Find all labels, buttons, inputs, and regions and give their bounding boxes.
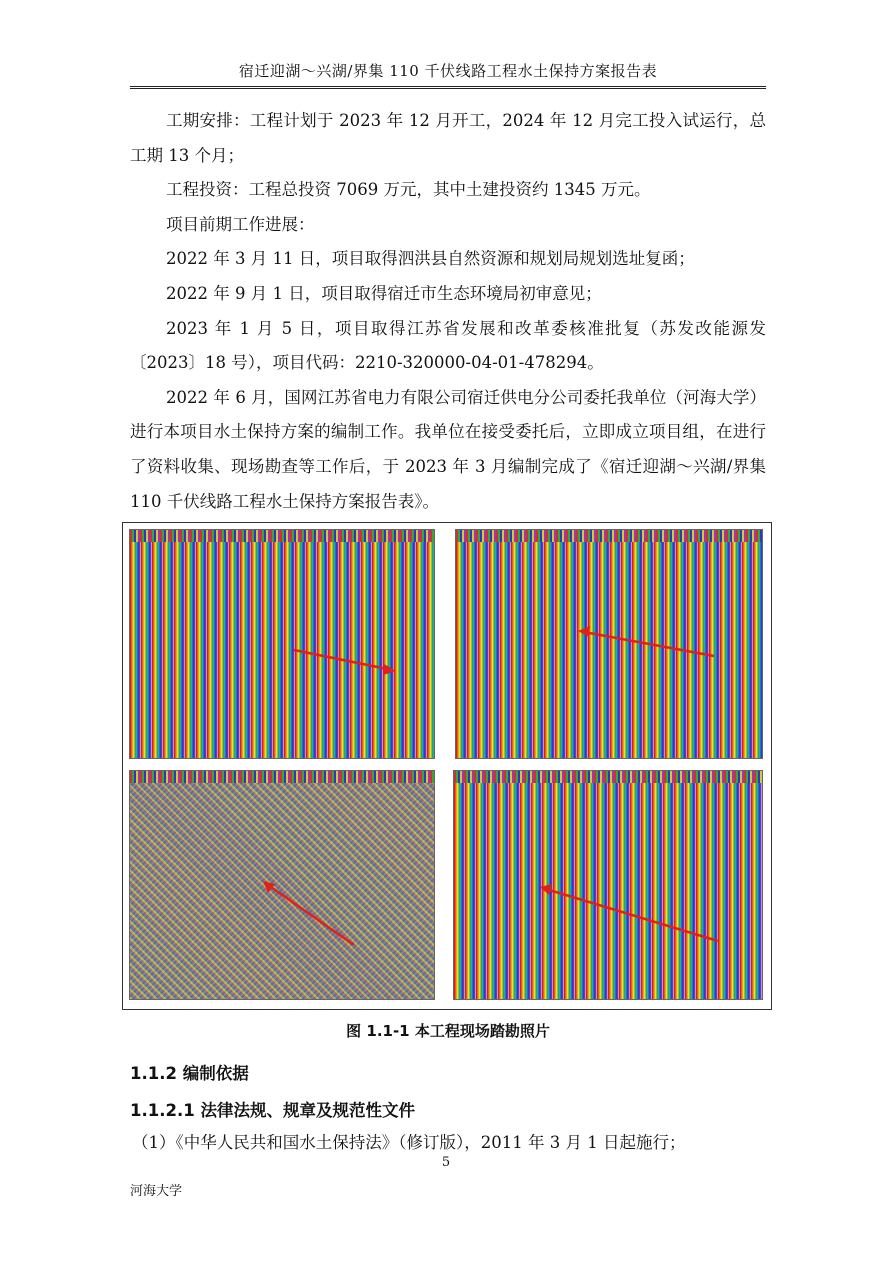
site-photo-2 <box>455 529 763 759</box>
paragraph-progress-2: 2022 年 9 月 1 日，项目取得宿迁市生态环境局初审意见； <box>166 283 602 303</box>
photo-grid <box>122 522 772 1010</box>
body-text <box>130 104 766 519</box>
arrow-icon <box>454 771 763 1000</box>
page-header <box>130 60 766 89</box>
paragraph-progress-3: 2023 年 1 月 5 日，项目取得江苏省发展和改革委核准批复（苏发改能源发〔2023〕18 号），项目代码：2210-320000-04-01-478294。 <box>130 318 766 373</box>
footer-org: 河海大学 <box>130 1184 183 1199</box>
paragraph-progress-1: 2022 年 3 月 11 日，项目取得泗洪县自然资源和规划局规划选址复函； <box>166 249 695 269</box>
arrow-icon <box>130 771 435 1000</box>
header-title: 宿迁迎湖～兴湖/界集 110 千伏线路工程水土保持方案报告表 <box>238 62 658 80</box>
site-photo-4 <box>453 770 763 1000</box>
subsection-heading: 1.1.2.1 法律法规、规章及规范性文件 <box>130 1101 415 1120</box>
site-photo-3 <box>129 770 435 1000</box>
paragraph-investment: 工程投资：工程总投资 7069 万元，其中土建投资约 1345 万元。 <box>166 180 651 200</box>
section-heading: 1.1.2 编制依据 <box>130 1064 249 1083</box>
paragraph-schedule: 工期安排：工程计划于 2023 年 12 月开工，2024 年 12 月完工投入试运行，总工期 13 个月； <box>130 111 766 165</box>
arrow-icon <box>456 530 763 759</box>
page-number: 5 <box>441 1155 451 1170</box>
law-list-item: （1）《中华人民共和国水土保持法》（修订版），2011 年 3 月 1 日起施行； <box>132 1133 686 1152</box>
figure-caption: 图 1.1-1 本工程现场踏勘照片 <box>346 1022 550 1040</box>
paragraph-commission: 2022 年 6 月，国网江苏省电力有限公司宿迁供电分公司委托我单位（河海大学）进行本项目水土保持方案的编制工作。我单位在接受委托后，立即成立项目组，在进行了资料收集、现场勘查等工作后，于 2023 年 3 月编制完成了《宿迁迎湖～兴湖/界集 110 千伏线路工程水土保持方案报告表》。 <box>130 387 766 511</box>
paragraph-progress-heading: 项目前期工作进展： <box>166 214 315 234</box>
arrow-icon <box>130 530 435 759</box>
site-photo-1 <box>129 529 435 759</box>
